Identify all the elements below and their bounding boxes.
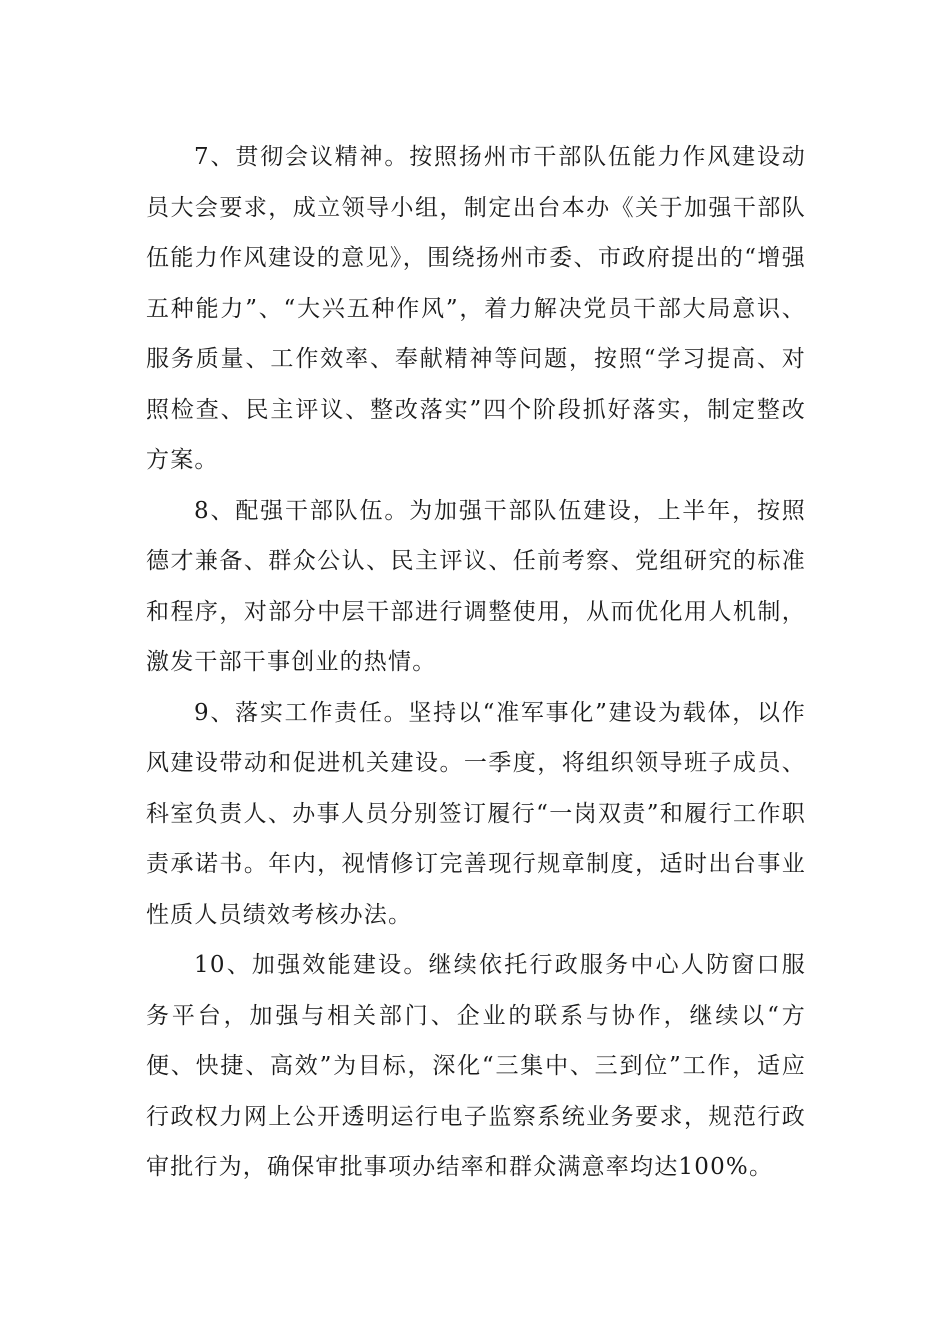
paragraph-item-10: 10、加强效能建设。继续依托行政服务中心人防窗口服务平台，加强与相关部门、企业的联系与协作，继续以“方便、快捷、高效”为目标，深化“三集中、三到位”工作，适应行政权力网上公开透明运行电子监察系统业务要求，规范行政审批行为，确保审批事项办结率和群众满意率均达100%。 — [146, 952, 806, 1180]
document-body — [146, 132, 806, 1193]
paragraph-item-9: 9、落实工作责任。坚持以“准军事化”建设为载体，以作风建设带动和促进机关建设。一季度，将组织领导班子成员、科室负责人、办事人员分别签订履行“一岗双责”和履行工作职责承诺书。年内，视情修订完善现行规章制度，适时出台事业性质人员绩效考核办法。 — [146, 699, 806, 928]
paragraph-item-8: 8、配强干部队伍。为加强干部队伍建设，上半年，按照德才兼备、群众公认、民主评议、任前考察、党组研究的标准和程序，对部分中层干部进行调整使用，从而优化用人机制，激发干部干事创业的热情。 — [146, 497, 806, 675]
paragraph-item-7: 7、贯彻会议精神。按照扬州市干部队伍能力作风建设动员大会要求，成立领导小组，制定出台本办《关于加强干部队伍能力作风建设的意见》，围绕扬州市委、市政府提出的“增强五种能力”、“大兴五种作风”，着力解决党员干部大局意识、服务质量、工作效率、奉献精神等问题，按照“学习提高、对照检查、民主评议、整改落实”四个阶段抓好落实，制定整改方案。 — [146, 144, 806, 473]
